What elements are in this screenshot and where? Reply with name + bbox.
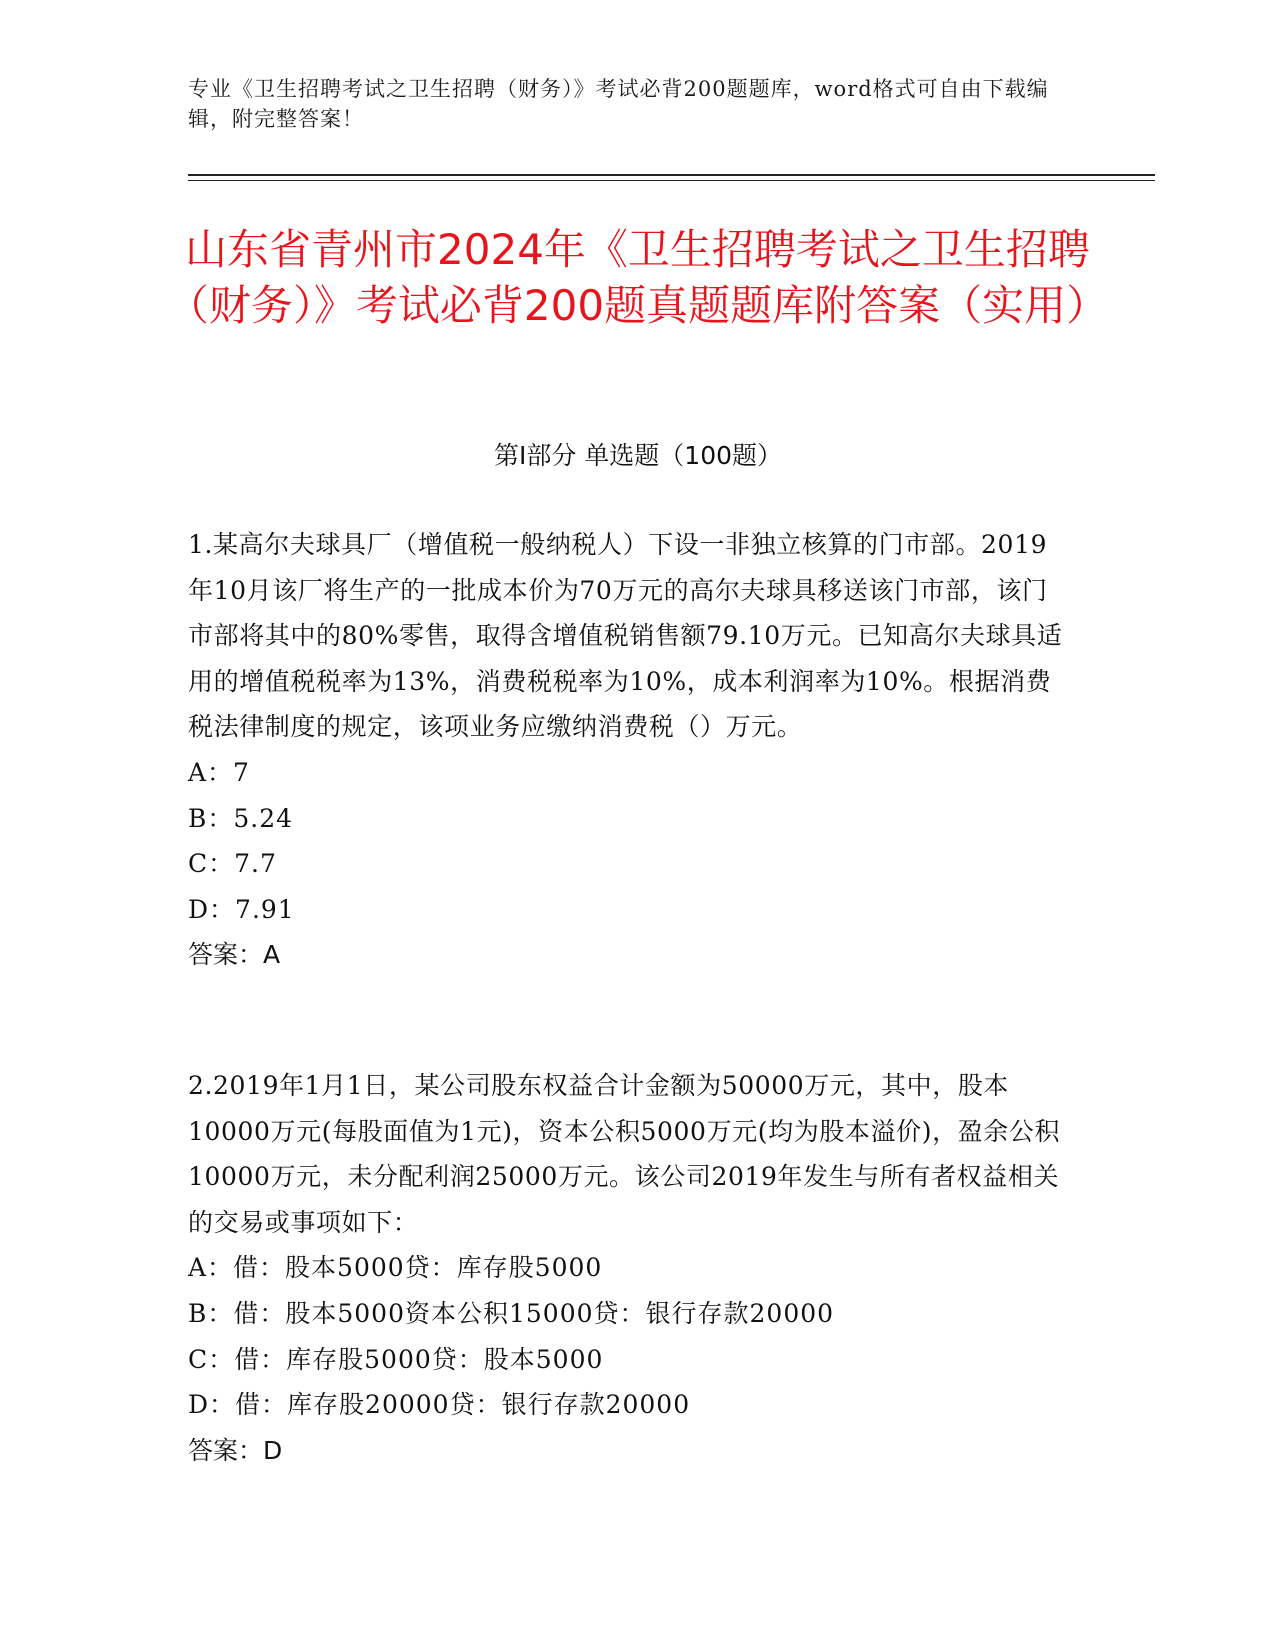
option-b: B：5.24: [188, 803, 294, 833]
option-a: A：借：股本5000贷：库存股5000: [188, 1253, 603, 1283]
option-c: C：借：库存股5000贷：股本5000: [188, 1344, 604, 1374]
question-stem: 2.2019年1月1日，某公司股东权益合计金额为50000万元，其中，股本10000万元(每股面值为1元)，资本公积5000万元(均为股本溢价)，盈余公积10000万元，未分配利润25000万元。该公司2019年发生与所有者权益相关的交易或事项如下：: [188, 1071, 1061, 1237]
header-note: 专业《卫生招聘考试之卫生招聘（财务）》考试必背200题题库，word格式可自由下载编辑，附完整答案！: [188, 77, 1049, 131]
question-2: [188, 1063, 1068, 1473]
option-d: D：借：库存股20000贷：银行存款20000: [188, 1390, 691, 1420]
option-b: B：借：股本5000资本公积15000贷：银行存款20000: [188, 1298, 835, 1328]
answer: 答案：D: [188, 1435, 283, 1465]
option-d: D：7.91: [188, 894, 295, 924]
question-stem: 1.某高尔夫球具厂（增值税一般纳税人）下设一非独立核算的门市部。2019年10月该厂将生产的一批成本价为70万元的高尔夫球具移送该门市部，该门市部将其中的80%零售，取得含增值税销售额79.10万元。已知高尔夫球具适用的增值税税率为13%，消费税税率为10%，成本利润率为10%。根据消费税法律制度的规定，该项业务应缴纳消费税（）万元。: [188, 530, 1063, 742]
answer: 答案：A: [188, 940, 281, 970]
option-c: C：7.7: [188, 849, 277, 879]
section-title: 第I部分 单选题（100题）: [493, 441, 783, 470]
question-1: [188, 522, 1068, 978]
document-title: 山东省青州市2024年《卫生招聘考试之卫生招聘（财务）》考试必背200题真题题库附答案（实用）: [166, 225, 1109, 330]
header-rule-thick: [188, 174, 1155, 176]
header-rule-thin: [188, 180, 1155, 181]
option-a: A：7: [188, 757, 250, 787]
